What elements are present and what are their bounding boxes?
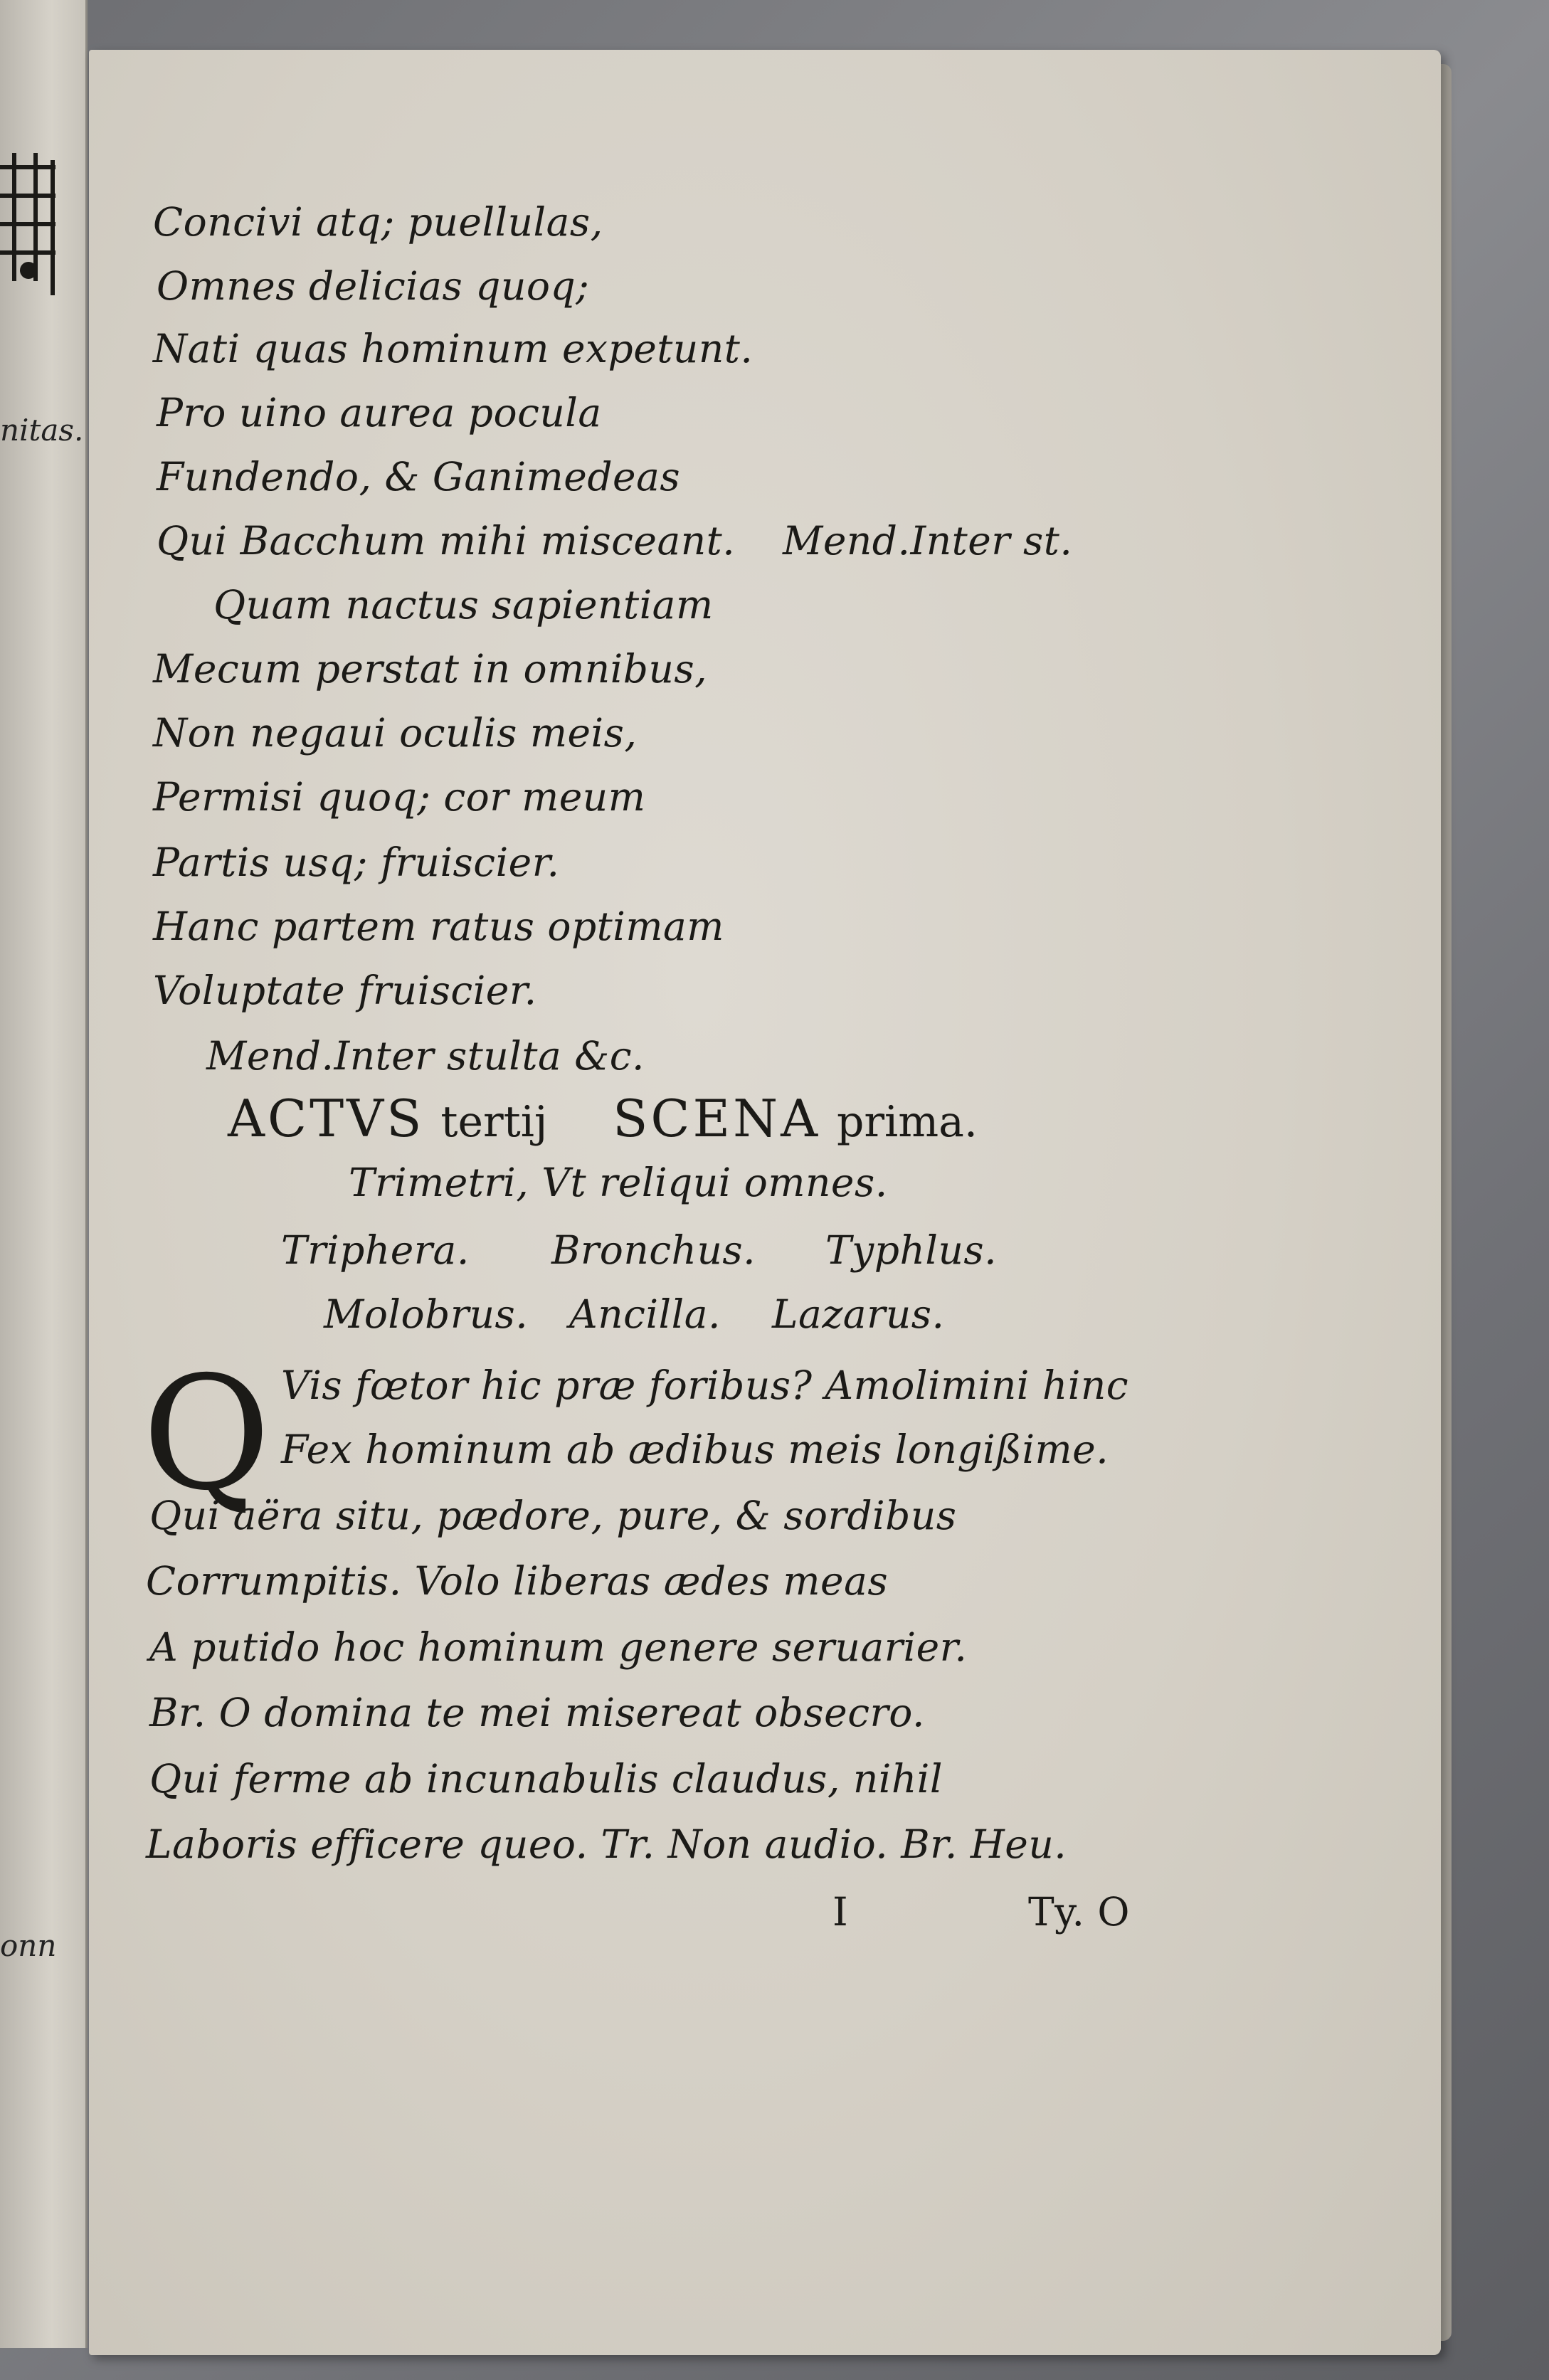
person-name: Ancilla. [569,1291,721,1337]
heading-prima: prima. [836,1097,978,1147]
person-name: Bronchus. [551,1227,756,1273]
verse-line: Fundendo, & Ganimedeas [157,454,681,499]
verse-line: Qui aëra situ, pædore, pure, & sordibus [149,1493,957,1538]
verse-line: Permisi quoq; cor meum [153,774,646,820]
verse-line: Vis fœtor hic præ foribus? Amolimini hinc [281,1363,1129,1408]
heading-actus: ACTVS [228,1089,425,1148]
verse-line: Omnes delicias quoq; [157,263,590,309]
verse-line: Partis usq; fruiscier. [153,840,560,885]
person-name: Lazarus. [772,1291,945,1337]
verse-line: Fex hominum ab ædibus meis longißime. [281,1427,1109,1472]
meter-note: Trimetri, Vt reliqui omnes. [349,1160,888,1205]
verse-line: Laboris efficere queo. Tr. Non audio. Br. Heu. [146,1821,1067,1867]
drop-cap: Q [142,1343,271,1525]
side-note: Mend.Inter st. [783,518,1073,564]
left-fragment-top: nitas. [0,413,84,448]
signature-mark: I [832,1889,849,1935]
act-scene-heading [228,1089,978,1148]
verse-line: Concivi atq; puellulas, [153,199,603,245]
person-name: Typhlus. [825,1227,998,1273]
verse-line: Br. O domina te mei misereat obsecro. [149,1690,925,1735]
person-name: Molobrus. [324,1291,529,1337]
verse-line: Hanc partem ratus optimam [153,904,724,949]
heading-tertij: tertij [440,1097,548,1147]
verse-line: Voluptate fruiscier. [153,968,537,1013]
verse-line: Quam nactus sapientiam [213,582,714,628]
verse-line: Non negaui oculis meis, [153,710,638,756]
verse-line: Mend.Inter stulta &c. [206,1033,645,1079]
left-fragment-bottom: onn [0,1928,57,1963]
verse-line: Nati quas hominum expetunt. [153,326,754,371]
verse-line: Pro uino aurea pocula [157,390,602,435]
verse-line: A putido hoc hominum genere seruarier. [149,1624,968,1670]
verse-line: Qui Bacchum mihi misceant. [157,518,736,564]
verse-line: Qui ferme ab incunabulis claudus, nihil [149,1756,943,1802]
verse-line: Corrumpitis. Volo liberas ædes meas [146,1558,889,1604]
catchword: Ty. O [1028,1889,1131,1935]
heading-scena: SCENA [613,1089,821,1148]
verse-line: Mecum perstat in omnibus, [153,646,708,692]
person-name: Triphera. [281,1227,470,1273]
